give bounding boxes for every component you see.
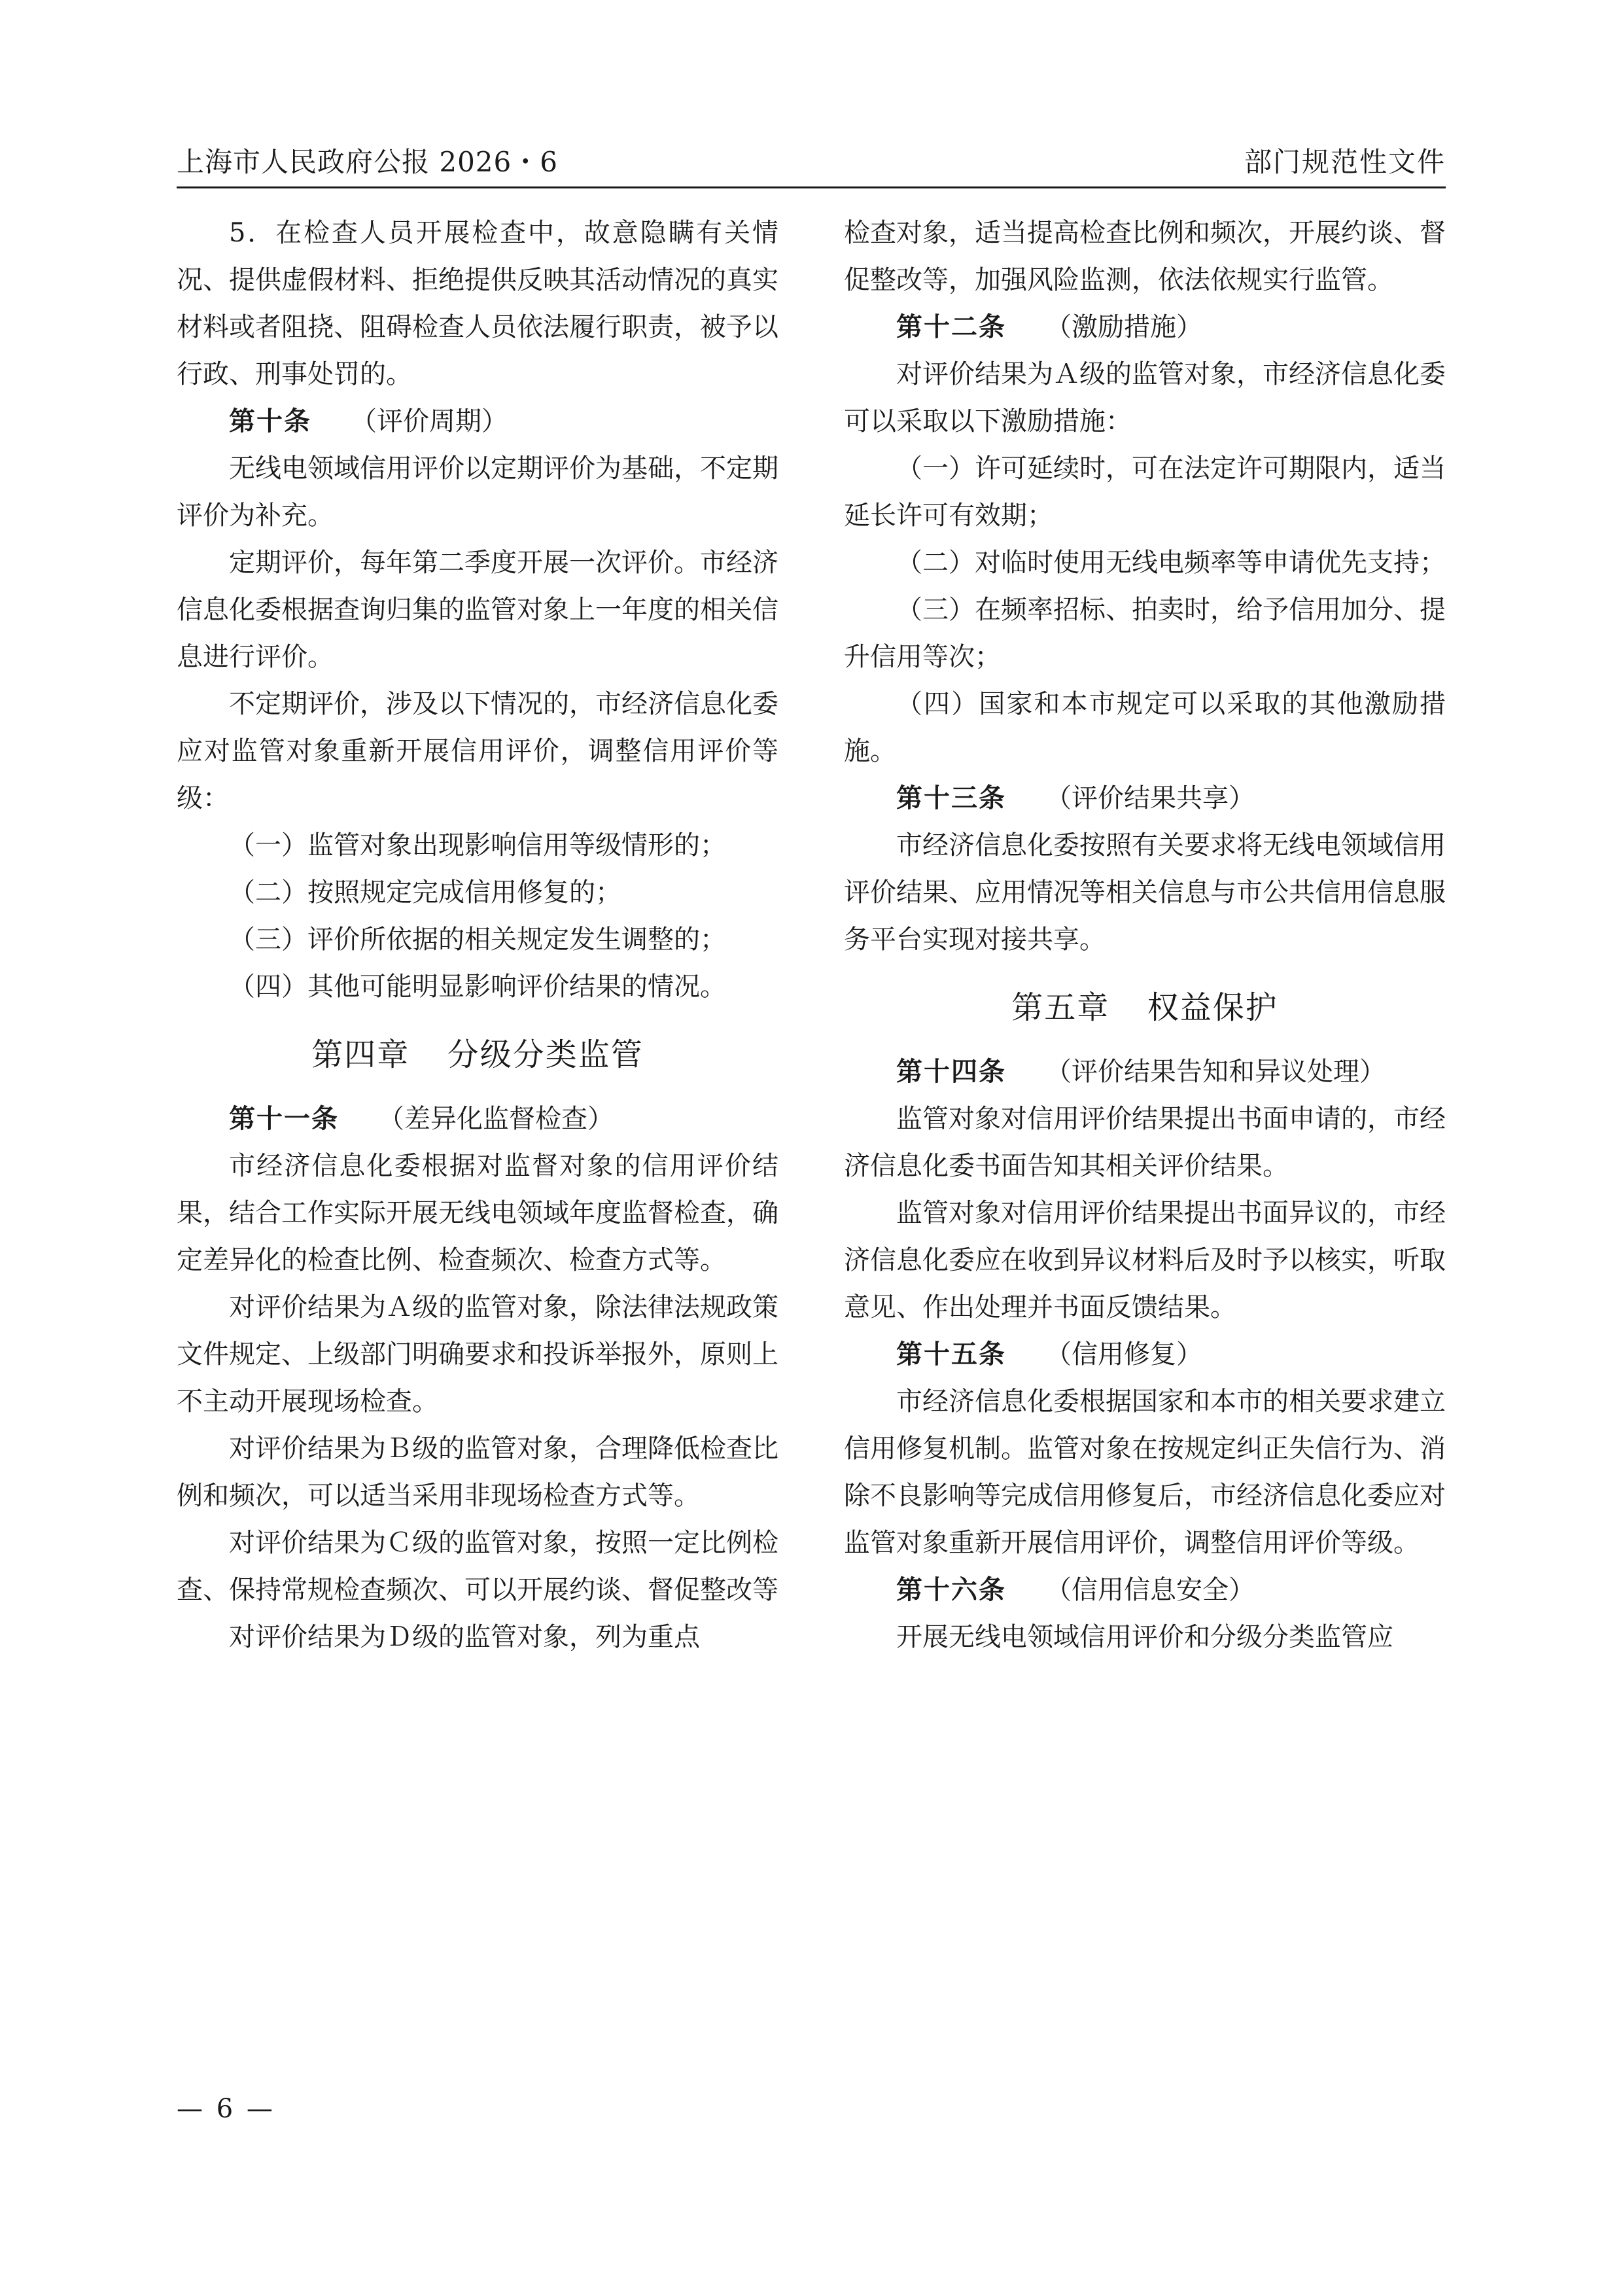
- article-title: （评价结果告知和异议处理）: [1045, 1057, 1386, 1087]
- article-heading: [844, 1048, 1446, 1095]
- list-item: （四）其他可能明显影响评价结果的情况。: [229, 972, 726, 1002]
- right-column: [844, 209, 1446, 1661]
- paragraph: 市经济信息化委根据国家和本市的相关要求建立信用修复机制。监管对象在按规定纠正失信行为、消除不良影响等完成信用修复后，市经济信息化委应对监管对象重新开展信用评价，调整信用评价等级。: [844, 1386, 1446, 1558]
- article-title: （信用修复）: [1045, 1339, 1202, 1369]
- paragraph: 市经济信息化委根据对监督对象的信用评价结果，结合工作实际开展无线电领域年度监督检查，确定差异化的检查比例、检查频次、检查方式等。: [177, 1151, 778, 1275]
- article-title: （评价结果共享）: [1045, 783, 1255, 813]
- article-number: 第十四条: [896, 1057, 1006, 1087]
- chapter-heading: [177, 1031, 778, 1078]
- section-title: 部门规范性文件: [1244, 146, 1446, 178]
- article-number: 第十二条: [896, 312, 1006, 342]
- paragraph: 5．在检查人员开展检查中，故意隐瞒有关情况、提供虚假材料、拒绝提供反映其活动情况的真实材料或者阻挠、阻碍检查人员依法履行职责，被予以行政、刑事处罚的。: [177, 218, 778, 389]
- article-heading: [177, 398, 778, 445]
- paragraph: 检查对象，适当提高检查比例和频次，开展约谈、督促整改等，加强风险监测，依法依规实行监管。: [844, 218, 1446, 295]
- chapter-heading: [844, 984, 1446, 1031]
- page-header: [177, 134, 1446, 193]
- chapter-number: 第五章: [1011, 989, 1110, 1026]
- article-heading: [844, 1566, 1446, 1614]
- article-title: （评价周期）: [351, 406, 508, 436]
- paragraph: 监管对象对信用评价结果提出书面申请的，市经济信息化委书面告知其相关评价结果。: [844, 1104, 1446, 1181]
- publication-title: 上海市人民政府公报 2026・6: [177, 146, 558, 178]
- list-item: （一）许可延续时，可在法定许可期限内，适当延长许可有效期；: [844, 453, 1446, 531]
- article-heading: [844, 775, 1446, 822]
- list-item: （四）国家和本市规定可以采取的其他激励措施。: [844, 689, 1446, 766]
- article-number: 第十六条: [896, 1575, 1006, 1605]
- list-item: （二）对临时使用无线电频率等申请优先支持；: [896, 548, 1446, 578]
- article-number: 第十条: [229, 406, 311, 436]
- article-title: （差异化监督检查）: [378, 1104, 614, 1134]
- article-number: 第十一条: [229, 1104, 339, 1134]
- paragraph: 无线电领域信用评价以定期评价为基础，不定期评价为补充。: [177, 453, 778, 531]
- article-number: 第十五条: [896, 1339, 1006, 1369]
- article-title: （信用信息安全）: [1045, 1575, 1255, 1605]
- left-column: [177, 209, 778, 1661]
- paragraph: 对评价结果为Ｂ级的监管对象，合理降低检查比例和频次，可以适当采用非现场检查方式等。: [177, 1434, 778, 1511]
- list-item: （三）评价所依据的相关规定发生调整的；: [229, 925, 726, 955]
- paragraph: 对评价结果为Ａ级的监管对象，市经济信息化委可以采取以下激励措施：: [844, 359, 1446, 436]
- list-item: （二）按照规定完成信用修复的；: [229, 877, 621, 908]
- chapter-number: 第四章: [311, 1036, 410, 1073]
- paragraph: 监管对象对信用评价结果提出书面异议的，市经济信息化委应在收到异议材料后及时予以核实，听取意见、作出处理并书面反馈结果。: [844, 1198, 1446, 1322]
- paragraph: 不定期评价，涉及以下情况的，市经济信息化委应对监管对象重新开展信用评价，调整信用评价等级：: [177, 689, 778, 813]
- list-item: （一）监管对象出现影响信用等级情形的；: [229, 830, 726, 860]
- article-heading: [844, 304, 1446, 351]
- chapter-title: 分级分类监管: [447, 1036, 644, 1073]
- chapter-title: 权益保护: [1147, 989, 1278, 1026]
- paragraph: 对评价结果为Ｄ级的监管对象，列为重点: [229, 1622, 700, 1652]
- page-number: — 6 —: [177, 2094, 275, 2124]
- paragraph: 开展无线电领域信用评价和分级分类监管应: [896, 1622, 1393, 1652]
- list-item: （三）在频率招标、拍卖时，给予信用加分、提升信用等次；: [844, 595, 1446, 672]
- paragraph: 定期评价，每年第二季度开展一次评价。市经济信息化委根据查询归集的监管对象上一年度的相关信息进行评价。: [177, 548, 778, 672]
- paragraph: 市经济信息化委按照有关要求将无线电领域信用评价结果、应用情况等相关信息与市公共信用信息服务平台实现对接共享。: [844, 830, 1446, 955]
- paragraph: 对评价结果为Ｃ级的监管对象，按照一定比例检查、保持常规检查频次、可以开展约谈、督促整改等: [177, 1528, 778, 1605]
- article-heading: [844, 1331, 1446, 1378]
- article-title: （激励措施）: [1045, 312, 1202, 342]
- article-number: 第十三条: [896, 783, 1006, 813]
- paragraph: 对评价结果为Ａ级的监管对象，除法律法规政策文件规定、上级部门明确要求和投诉举报外，原则上不主动开展现场检查。: [177, 1292, 778, 1417]
- article-heading: [177, 1095, 778, 1142]
- header-rule: [177, 186, 1446, 188]
